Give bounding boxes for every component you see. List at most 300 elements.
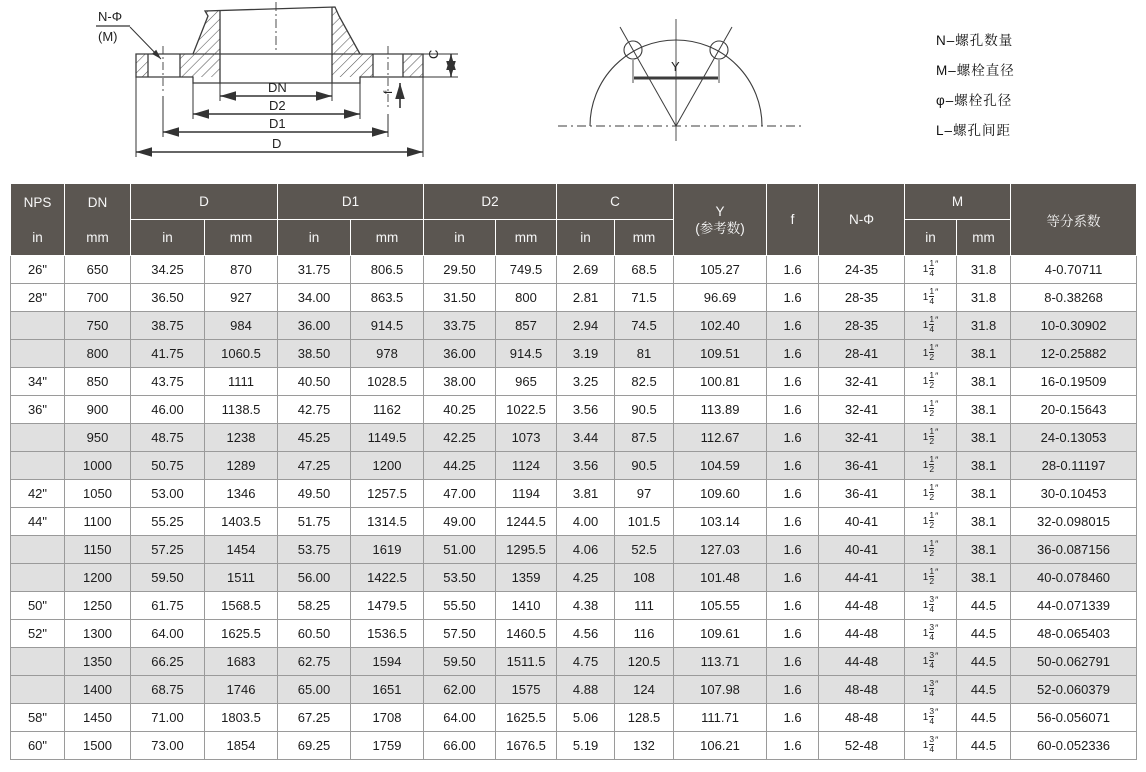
cell-d2-in: 42.25 [424, 424, 496, 452]
cell-f: 1.6 [767, 508, 819, 536]
cell-dn: 1050 [65, 480, 131, 508]
cell-d-in: 38.75 [131, 312, 205, 340]
cell-n-phi: 44-48 [819, 592, 905, 620]
cell-coef: 28-0.11197 [1011, 452, 1137, 480]
cell-n-phi: 40-41 [819, 508, 905, 536]
cell-y: 111.71 [674, 704, 767, 732]
cell-c-in: 4.75 [557, 648, 615, 676]
cell-d2-mm: 1022.5 [496, 396, 557, 424]
table-row [11, 452, 1137, 480]
cell-y: 102.40 [674, 312, 767, 340]
cell-c-in: 4.06 [557, 536, 615, 564]
col-header-d: D [131, 184, 278, 220]
cell-dn: 1400 [65, 676, 131, 704]
cell-c-mm: 111 [615, 592, 674, 620]
cell-n-phi: 48-48 [819, 676, 905, 704]
table-body [11, 256, 1137, 760]
subheader-d-mm: mm [205, 220, 278, 256]
cell-d-mm: 1403.5 [205, 508, 278, 536]
cell-f: 1.6 [767, 452, 819, 480]
cell-d-mm: 927 [205, 284, 278, 312]
cell-c-in: 2.94 [557, 312, 615, 340]
cell-nps: 44" [11, 508, 65, 536]
cell-d-in: 59.50 [131, 564, 205, 592]
cell-d1-mm: 863.5 [351, 284, 424, 312]
cell-y: 100.81 [674, 368, 767, 396]
cell-m-mm: 44.5 [957, 704, 1011, 732]
cell-d1-mm: 1149.5 [351, 424, 424, 452]
cell-m-in: 1 $\frac{1}{2}$ ″ [905, 340, 957, 368]
cell-d1-mm: 1651 [351, 676, 424, 704]
table-row [11, 592, 1137, 620]
cell-d-in: 41.75 [131, 340, 205, 368]
cell-m-in: 1 $\frac{3}{4}$ ″ [905, 592, 957, 620]
cell-coef: 20-0.15643 [1011, 396, 1137, 424]
cell-c-mm: 132 [615, 732, 674, 760]
cell-d1-mm: 806.5 [351, 256, 424, 284]
cell-nps: 52" [11, 620, 65, 648]
cell-y: 101.48 [674, 564, 767, 592]
cell-d2-mm: 857 [496, 312, 557, 340]
cell-d1-in: 40.50 [278, 368, 351, 396]
table-row [11, 340, 1137, 368]
cell-dn: 750 [65, 312, 131, 340]
cell-d-in: 68.75 [131, 676, 205, 704]
subheader-d-in: in [131, 220, 205, 256]
cell-dn: 800 [65, 340, 131, 368]
cell-d2-in: 51.00 [424, 536, 496, 564]
cell-m-in: 1 $\frac{3}{4}$ ″ [905, 704, 957, 732]
cell-nps: 50" [11, 592, 65, 620]
cell-d2-in: 33.75 [424, 312, 496, 340]
cell-c-mm: 90.5 [615, 452, 674, 480]
cell-n-phi: 40-41 [819, 536, 905, 564]
cell-m-mm: 38.1 [957, 564, 1011, 592]
cell-dn: 1450 [65, 704, 131, 732]
cell-d1-in: 51.75 [278, 508, 351, 536]
dim-c-label: C [426, 49, 441, 59]
cell-d-mm: 870 [205, 256, 278, 284]
cell-coef: 60-0.052336 [1011, 732, 1137, 760]
cell-c-mm: 90.5 [615, 396, 674, 424]
cell-d1-mm: 1759 [351, 732, 424, 760]
dim-f-label: f [381, 90, 395, 94]
cell-d-mm: 1060.5 [205, 340, 278, 368]
cell-dn: 950 [65, 424, 131, 452]
subheader-d1-mm: mm [351, 220, 424, 256]
cell-d1-in: 47.25 [278, 452, 351, 480]
table-row [11, 284, 1137, 312]
cell-d2-mm: 1124 [496, 452, 557, 480]
cell-f: 1.6 [767, 284, 819, 312]
cell-m-in: 1 $\frac{1}{2}$ ″ [905, 508, 957, 536]
table-row [11, 508, 1137, 536]
cell-d1-mm: 1314.5 [351, 508, 424, 536]
cell-c-in: 2.69 [557, 256, 615, 284]
cell-d1-in: 53.75 [278, 536, 351, 564]
cell-c-mm: 52.5 [615, 536, 674, 564]
cell-d-mm: 1511 [205, 564, 278, 592]
cell-m-mm: 38.1 [957, 480, 1011, 508]
cell-d2-mm: 1676.5 [496, 732, 557, 760]
cell-f: 1.6 [767, 564, 819, 592]
cell-m-mm: 31.8 [957, 256, 1011, 284]
cell-d-in: 50.75 [131, 452, 205, 480]
cell-y: 105.55 [674, 592, 767, 620]
table-row [11, 312, 1137, 340]
spec-table [10, 183, 1137, 760]
cell-n-phi: 32-41 [819, 368, 905, 396]
cell-d-mm: 1454 [205, 536, 278, 564]
cell-nps: 60" [11, 732, 65, 760]
cell-d1-in: 31.75 [278, 256, 351, 284]
cell-m-mm: 44.5 [957, 648, 1011, 676]
cell-m-in: 1 $\frac{3}{4}$ ″ [905, 732, 957, 760]
cell-coef: 12-0.25882 [1011, 340, 1137, 368]
cell-d1-in: 34.00 [278, 284, 351, 312]
cell-d1-mm: 1422.5 [351, 564, 424, 592]
cell-n-phi: 44-41 [819, 564, 905, 592]
flange-section-drawing [88, 2, 488, 178]
cell-c-in: 3.56 [557, 396, 615, 424]
cell-d-in: 61.75 [131, 592, 205, 620]
cell-d1-mm: 1708 [351, 704, 424, 732]
cell-dn: 1000 [65, 452, 131, 480]
cell-dn: 850 [65, 368, 131, 396]
cell-m-mm: 38.1 [957, 340, 1011, 368]
cell-y: 113.71 [674, 648, 767, 676]
cell-d-mm: 1111 [205, 368, 278, 396]
cell-f: 1.6 [767, 704, 819, 732]
cell-d1-mm: 1162 [351, 396, 424, 424]
cell-d-mm: 1568.5 [205, 592, 278, 620]
cell-d1-in: 60.50 [278, 620, 351, 648]
cell-c-in: 3.19 [557, 340, 615, 368]
dim-d2-label: D2 [269, 98, 286, 113]
cell-m-mm: 44.5 [957, 732, 1011, 760]
cell-d1-mm: 1594 [351, 648, 424, 676]
cell-nps [11, 340, 65, 368]
subheader-d1-in: in [278, 220, 351, 256]
cell-d1-in: 62.75 [278, 648, 351, 676]
subheader-c-in: in [557, 220, 615, 256]
cell-d2-in: 31.50 [424, 284, 496, 312]
cell-coef: 48-0.065403 [1011, 620, 1137, 648]
cell-nps: 34" [11, 368, 65, 396]
cell-n-phi: 44-48 [819, 620, 905, 648]
cell-m-mm: 44.5 [957, 592, 1011, 620]
subheader-d2-in: in [424, 220, 496, 256]
bolt-callout-top-label: N-Φ [98, 9, 123, 24]
cell-c-in: 4.25 [557, 564, 615, 592]
cell-c-mm: 87.5 [615, 424, 674, 452]
cell-coef: 40-0.078460 [1011, 564, 1137, 592]
cell-d1-mm: 914.5 [351, 312, 424, 340]
cell-d1-mm: 1619 [351, 536, 424, 564]
cell-d2-mm: 1194 [496, 480, 557, 508]
cell-c-mm: 120.5 [615, 648, 674, 676]
col-header-n-phi: N-Φ [819, 184, 905, 256]
col-header-nps: NPS in [11, 184, 65, 256]
cell-d2-in: 49.00 [424, 508, 496, 536]
cell-y: 109.60 [674, 480, 767, 508]
cell-n-phi: 36-41 [819, 480, 905, 508]
table-row [11, 368, 1137, 396]
cell-d-mm: 1238 [205, 424, 278, 452]
cell-m-in: 1 $\frac{3}{4}$ ″ [905, 648, 957, 676]
cell-m-mm: 38.1 [957, 368, 1011, 396]
cell-nps: 26" [11, 256, 65, 284]
cell-c-in: 5.06 [557, 704, 615, 732]
cell-d2-in: 53.50 [424, 564, 496, 592]
cell-f: 1.6 [767, 256, 819, 284]
table-row [11, 480, 1137, 508]
cell-d2-in: 47.00 [424, 480, 496, 508]
cell-m-mm: 38.1 [957, 424, 1011, 452]
cell-d1-in: 45.25 [278, 424, 351, 452]
cell-coef: 32-0.098015 [1011, 508, 1137, 536]
cell-d1-in: 36.00 [278, 312, 351, 340]
cell-n-phi: 36-41 [819, 452, 905, 480]
cell-dn: 1250 [65, 592, 131, 620]
cell-nps: 58" [11, 704, 65, 732]
table-row [11, 256, 1137, 284]
cell-d2-mm: 1244.5 [496, 508, 557, 536]
cell-nps: 28" [11, 284, 65, 312]
cell-d-mm: 1683 [205, 648, 278, 676]
cell-y: 104.59 [674, 452, 767, 480]
cell-d-in: 64.00 [131, 620, 205, 648]
cell-n-phi: 32-41 [819, 396, 905, 424]
table-row [11, 424, 1137, 452]
cell-dn: 650 [65, 256, 131, 284]
cell-nps [11, 564, 65, 592]
cell-d-in: 55.25 [131, 508, 205, 536]
cell-c-in: 4.38 [557, 592, 615, 620]
col-header-f: f [767, 184, 819, 256]
cell-m-in: 1 $\frac{1}{4}$ ″ [905, 312, 957, 340]
cell-d1-in: 56.00 [278, 564, 351, 592]
cell-d2-in: 55.50 [424, 592, 496, 620]
cell-d2-mm: 1295.5 [496, 536, 557, 564]
cell-d-in: 66.25 [131, 648, 205, 676]
cell-c-mm: 108 [615, 564, 674, 592]
table-row [11, 732, 1137, 760]
cell-m-in: 1 $\frac{1}{4}$ ″ [905, 256, 957, 284]
cell-f: 1.6 [767, 536, 819, 564]
cell-f: 1.6 [767, 312, 819, 340]
cell-c-in: 4.56 [557, 620, 615, 648]
cell-dn: 1300 [65, 620, 131, 648]
cell-dn: 1100 [65, 508, 131, 536]
col-header-c: C [557, 184, 674, 220]
cell-m-in: 1 $\frac{1}{2}$ ″ [905, 564, 957, 592]
cell-m-in: 1 $\frac{1}{2}$ ″ [905, 424, 957, 452]
cell-m-in: 1 $\frac{1}{2}$ ″ [905, 368, 957, 396]
legend-item: N–螺孔数量 [936, 33, 1014, 48]
cell-coef: 50-0.062791 [1011, 648, 1137, 676]
subheader-m-mm: mm [957, 220, 1011, 256]
cell-f: 1.6 [767, 396, 819, 424]
table-row [11, 676, 1137, 704]
cell-coef: 44-0.071339 [1011, 592, 1137, 620]
cell-c-in: 3.44 [557, 424, 615, 452]
cell-d2-mm: 1625.5 [496, 704, 557, 732]
cell-d-in: 71.00 [131, 704, 205, 732]
cell-d1-in: 67.25 [278, 704, 351, 732]
cell-n-phi: 24-35 [819, 256, 905, 284]
cell-d2-in: 62.00 [424, 676, 496, 704]
cell-d-mm: 1138.5 [205, 396, 278, 424]
bolt-spacing-drawing [550, 5, 820, 165]
cell-f: 1.6 [767, 592, 819, 620]
cell-n-phi: 52-48 [819, 732, 905, 760]
cell-d2-mm: 1359 [496, 564, 557, 592]
cell-m-in: 1 $\frac{1}{2}$ ″ [905, 480, 957, 508]
subheader-c-mm: mm [615, 220, 674, 256]
cell-y: 96.69 [674, 284, 767, 312]
cell-d2-in: 38.00 [424, 368, 496, 396]
cell-d1-mm: 1028.5 [351, 368, 424, 396]
cell-m-mm: 38.1 [957, 452, 1011, 480]
cell-d2-in: 29.50 [424, 256, 496, 284]
cell-n-phi: 28-35 [819, 312, 905, 340]
cell-c-in: 2.81 [557, 284, 615, 312]
cell-c-mm: 68.5 [615, 256, 674, 284]
cell-d2-mm: 749.5 [496, 256, 557, 284]
cell-d-in: 34.25 [131, 256, 205, 284]
bolt-callout [96, 9, 161, 59]
cell-d2-in: 57.50 [424, 620, 496, 648]
col-header-coef: 等分系数 [1011, 184, 1137, 256]
legend-item: φ–螺栓孔径 [936, 93, 1013, 108]
cell-m-in: 1 $\frac{1}{2}$ ″ [905, 396, 957, 424]
cell-d2-mm: 1410 [496, 592, 557, 620]
cell-c-mm: 97 [615, 480, 674, 508]
table-row [11, 620, 1137, 648]
cell-d-mm: 1854 [205, 732, 278, 760]
cell-nps [11, 452, 65, 480]
cell-f: 1.6 [767, 368, 819, 396]
cell-n-phi: 48-48 [819, 704, 905, 732]
cell-c-in: 3.25 [557, 368, 615, 396]
cell-c-mm: 128.5 [615, 704, 674, 732]
cell-dn: 1200 [65, 564, 131, 592]
cell-d2-mm: 1575 [496, 676, 557, 704]
cell-m-mm: 44.5 [957, 676, 1011, 704]
cell-d2-mm: 1511.5 [496, 648, 557, 676]
cell-m-in: 1 $\frac{1}{4}$ ″ [905, 284, 957, 312]
col-header-dn: DN mm [65, 184, 131, 256]
cell-d1-in: 65.00 [278, 676, 351, 704]
cell-d-mm: 984 [205, 312, 278, 340]
cell-m-in: 1 $\frac{1}{2}$ ″ [905, 536, 957, 564]
legend-item: L–螺孔间距 [936, 123, 1012, 138]
cell-m-mm: 31.8 [957, 312, 1011, 340]
cell-coef: 56-0.056071 [1011, 704, 1137, 732]
cell-c-mm: 71.5 [615, 284, 674, 312]
cell-d-mm: 1746 [205, 676, 278, 704]
col-header-d1: D1 [278, 184, 424, 220]
cell-d2-mm: 800 [496, 284, 557, 312]
table-row [11, 564, 1137, 592]
dim-d1-label: D1 [269, 116, 286, 131]
table-row [11, 536, 1137, 564]
cell-d1-in: 69.25 [278, 732, 351, 760]
cell-nps [11, 424, 65, 452]
cell-d2-in: 44.25 [424, 452, 496, 480]
cell-d-in: 46.00 [131, 396, 205, 424]
cell-n-phi: 28-35 [819, 284, 905, 312]
cell-d1-mm: 1200 [351, 452, 424, 480]
cell-dn: 900 [65, 396, 131, 424]
cell-m-mm: 44.5 [957, 620, 1011, 648]
cell-c-in: 4.00 [557, 508, 615, 536]
cell-d1-in: 42.75 [278, 396, 351, 424]
dim-y-label: Y [671, 59, 680, 74]
cell-m-in: 1 $\frac{3}{4}$ ″ [905, 620, 957, 648]
cell-d-mm: 1625.5 [205, 620, 278, 648]
cell-d2-in: 59.50 [424, 648, 496, 676]
cell-d1-mm: 1536.5 [351, 620, 424, 648]
cell-d2-mm: 965 [496, 368, 557, 396]
cell-n-phi: 28-41 [819, 340, 905, 368]
cell-m-mm: 31.8 [957, 284, 1011, 312]
cell-c-in: 3.56 [557, 452, 615, 480]
cell-coef: 30-0.10453 [1011, 480, 1137, 508]
cell-d1-mm: 1479.5 [351, 592, 424, 620]
cell-c-mm: 101.5 [615, 508, 674, 536]
bolt-callout-bottom-label: (M) [98, 29, 118, 44]
cell-coef: 10-0.30902 [1011, 312, 1137, 340]
cell-y: 112.67 [674, 424, 767, 452]
cell-dn: 1500 [65, 732, 131, 760]
cell-y: 103.14 [674, 508, 767, 536]
cell-d2-in: 40.25 [424, 396, 496, 424]
col-header-y: Y (参考数) [674, 184, 767, 256]
cell-nps [11, 536, 65, 564]
cell-m-in: 1 $\frac{3}{4}$ ″ [905, 676, 957, 704]
cell-y: 105.27 [674, 256, 767, 284]
cell-f: 1.6 [767, 676, 819, 704]
legend-item: M–螺栓直径 [936, 63, 1015, 78]
cell-f: 1.6 [767, 732, 819, 760]
cell-nps [11, 312, 65, 340]
cell-y: 113.89 [674, 396, 767, 424]
cell-coef: 8-0.38268 [1011, 284, 1137, 312]
dim-dn-label: DN [268, 80, 287, 95]
cell-d-mm: 1289 [205, 452, 278, 480]
cell-y: 107.98 [674, 676, 767, 704]
cell-m-mm: 38.1 [957, 396, 1011, 424]
table-row [11, 648, 1137, 676]
cell-m-mm: 38.1 [957, 536, 1011, 564]
cell-f: 1.6 [767, 424, 819, 452]
col-header-d2: D2 [424, 184, 557, 220]
legend [936, 26, 1015, 146]
cell-c-mm: 81 [615, 340, 674, 368]
cell-d-in: 43.75 [131, 368, 205, 396]
dim-d-label: D [272, 136, 282, 151]
cell-d1-in: 58.25 [278, 592, 351, 620]
cell-d1-in: 38.50 [278, 340, 351, 368]
cell-d2-in: 36.00 [424, 340, 496, 368]
cell-c-in: 3.81 [557, 480, 615, 508]
cell-d2-in: 66.00 [424, 732, 496, 760]
cell-d1-in: 49.50 [278, 480, 351, 508]
cell-c-mm: 116 [615, 620, 674, 648]
cell-y: 106.21 [674, 732, 767, 760]
